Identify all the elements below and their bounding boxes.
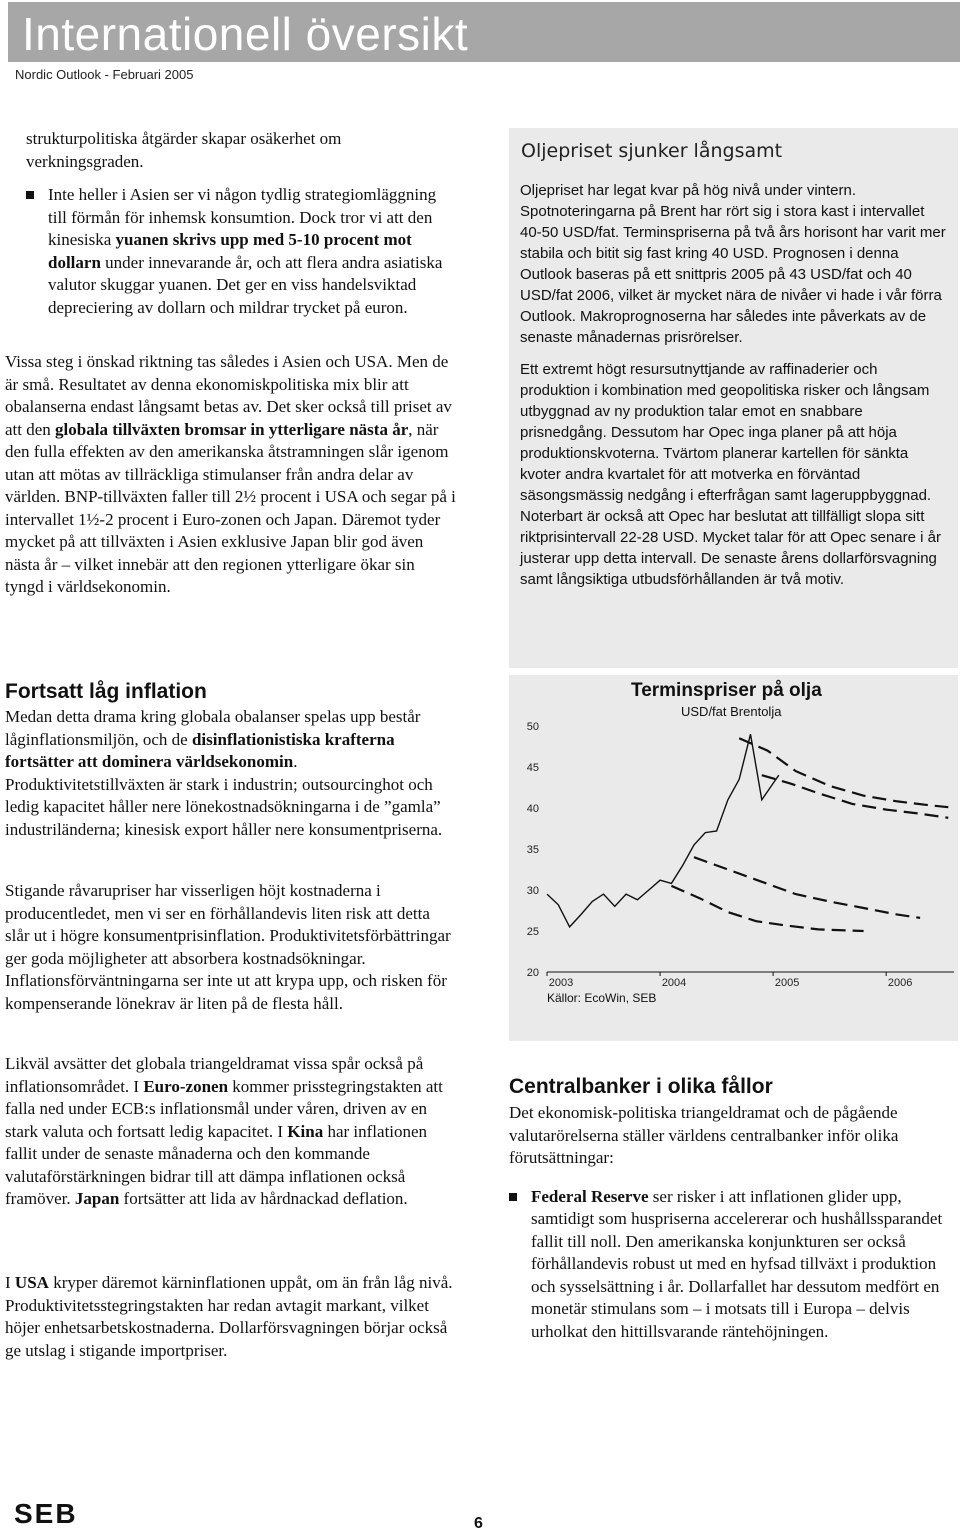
seb-logo: SEB bbox=[14, 1498, 78, 1529]
y-tick-label: 20 bbox=[526, 967, 539, 979]
forward-curve-line bbox=[739, 738, 948, 807]
section-heading: Fortsatt låg inflation bbox=[5, 680, 207, 703]
paragraph: strukturpolitiska åtgärder skapar osäkerhet om verkningsgraden. bbox=[26, 129, 342, 171]
x-tick-label: 2006 bbox=[887, 977, 913, 989]
x-tick-label: 2004 bbox=[661, 977, 687, 989]
paragraph: Medan detta drama kring globala obalanser spelas upp består låginflationsmiljön, och de disinflationistiska krafterna fortsätter att dominera världsekonomin. Produktivitetstillväxten är stark i industrin; outsourcinghot och ledig kapacitet håller nere lönekostnadsökningarna i de ”gamla” industriländerna; kinesisk export håller nere konsumentpriserna. bbox=[5, 707, 443, 839]
y-tick-label: 35 bbox=[526, 844, 539, 856]
bullet-item: Inte heller i Asien ser vi någon tydlig strategiomläggning till förmån för inhemsk konsumtion. Dock tror vi att den kinesiska yuanen skrivs upp med 5-10 procent mot dollarn under innevarande år, och att flera andra asiatiska valutor skuggar yuanen. Det ger en viss handelsviktad depreciering av dollarn och mildrar trycket på euron. bbox=[26, 184, 456, 319]
y-tick-label: 50 bbox=[526, 721, 539, 733]
page-title: Internationell översikt bbox=[22, 8, 469, 60]
chart-title: Terminspriser på olja bbox=[631, 680, 822, 701]
page-number: 6 bbox=[474, 1515, 483, 1532]
y-tick-label: 40 bbox=[526, 803, 539, 815]
left-column-p4 bbox=[5, 880, 456, 1015]
paragraph: Vissa steg i önskad riktning tas således i Asien och USA. Men de är små. Resultatet av denna ekonomiskpolitiska mix blir att obalanserna endast långsamt betas av. Det sker också till priset av att den globala tillväxten bromsar in ytterligare nästa år, när den fulla effekten av den amerikanska åtstramningen slår igenom utan att mötas av tillräckliga stimulanser från andra delar av världen. BNP-tillväxten faller till 2½ procent i USA och segar på i intervallet 1½-2 procent i Euro-zonen och Japan. Däremot tyder mycket på att tillväxten i Asien exklusive Japan blir god även nästa år – vilket innebär att den regionen ytterligare ökar sin tyngd i världsekonomin. bbox=[5, 352, 456, 596]
chart-source: Källor: EcoWin, SEB bbox=[547, 991, 657, 1005]
oil-chart bbox=[509, 675, 958, 1041]
y-tick-label: 25 bbox=[526, 926, 539, 938]
chart-subtitle: USD/fat Brentolja bbox=[681, 704, 782, 719]
left-column-inflation bbox=[5, 680, 456, 841]
y-tick-label: 45 bbox=[526, 762, 539, 774]
x-tick-label: 2003 bbox=[548, 977, 574, 989]
forward-curve-line bbox=[694, 857, 920, 918]
paragraph: Ett extremt högt resursutnyttjande av raffinaderier och produktion i kombination med geopolitiska risker och långsam utbyggnad av ny produktion talar emot en snabbare prisnedgång. Dessutom har Opec inga planer på att höja produktionskvoterna. Tvärtom planerar kartellen för sänkta kvoter andra kvartalet för att motverka en förväntad säsongsmässig nedgång i efterfrågan samt lageruppbyggnad. Noterbart är också att Opec har beslutat att tillfälligt slopa sitt riktprisintervall 22-28 USD. Mycket talar för att Opec senare i år justerar upp detta intervall. De senaste årens dollarförsvagning samt långsiktiga utbudsförhållanden är två motiv. bbox=[520, 361, 941, 588]
forward-curve-line bbox=[762, 775, 949, 818]
page-subtitle: Nordic Outlook - Februari 2005 bbox=[15, 67, 194, 82]
box-body bbox=[520, 180, 948, 590]
paragraph: Likväl avsätter det globala triangeldramat vissa spår också på inflationsområdet. I Euro-zonen kommer prisstegringstakten att falla ned under ECB:s inflationsmål under våren, driven av en stark valuta och fortsatt ledig kapacitet. I Kina har inflationen fallit under de senaste månaderna och den kommande valutaförstärkningen bidrar till att dämpa inflationen också framöver. Japan fortsätter att lida av hårdnackad deflation. bbox=[5, 1054, 443, 1208]
right-column-central-banks bbox=[509, 1075, 954, 1343]
y-tick-label: 30 bbox=[526, 885, 539, 897]
box-title: Oljepriset sjunker långsamt bbox=[521, 140, 783, 162]
forward-curve-line bbox=[671, 886, 863, 931]
oil-chart-panel bbox=[509, 675, 958, 1041]
x-tick-label: 2005 bbox=[774, 977, 800, 989]
bullet-item: Federal Reserve ser risker i att inflationen glider upp, samtidigt som huspriserna accelererar och hushållssparandet fallit till noll. Den amerikanska konjunkturen ser också förhållandevis robust ut med en hyfsad tillväxt i produktion och sysselsättning i år. Dollarfallet har dessutom medfört en monetär stimulans som – i motsats till i Europa – delvis urholkat den hittillsvarande räntehöjningen. bbox=[509, 1186, 954, 1344]
left-column-top bbox=[26, 128, 456, 319]
left-column-p5 bbox=[5, 1053, 456, 1211]
paragraph: Oljepriset har legat kvar på hög nivå under vintern. Spotnoteringarna på Brent har rört sig i stora kast i intervallet 40-50 USD/fat. Terminspriserna på två års horisont har varit mer stabila och bitit sig fast kring 40 USD. Prognosen i denna Outlook baseras på ett snittpris 2005 på 43 USD/fat och 40 USD/fat 2006, vilket är mycket nära de nivåer vi hade i vår förra Outlook. Makroprognoserna har således inte påverkats av de senaste månadernas prisrörelser. bbox=[520, 182, 946, 346]
spot-price-line bbox=[547, 734, 779, 927]
oil-info-box bbox=[509, 128, 958, 668]
section-heading: Centralbanker i olika fållor bbox=[509, 1075, 773, 1098]
paragraph: I USA kryper däremot kärninflationen uppåt, om än från låg nivå. Produktivitetsstegringstakten har redan avtagit markant, vilket höjer enhetsarbetskostnaderna. Dollarförsvagningen börjar också ge utslag i stigande importpriser. bbox=[5, 1273, 453, 1360]
left-column-p6 bbox=[5, 1272, 456, 1362]
paragraph: Det ekonomisk-politiska triangeldramat och de pågående valutarörelserna ställer världens centralbanker inför olika förutsättningar: bbox=[509, 1103, 899, 1167]
header-bar bbox=[8, 2, 960, 62]
left-column-mid bbox=[5, 351, 456, 599]
paragraph: Stigande råvarupriser har visserligen höjt kostnaderna i producentledet, men vi ser en förhållandevis liten risk att detta slår ut i högre konsumentprisinflation. Produktivitetsförbättringar ger goda möjligheter att absorbera kostnadsökningar. Inflationsförväntningarna ser inte ut att krypa upp, och risken för kompenserande lönekrav är liten på de flesta håll. bbox=[5, 881, 451, 1013]
